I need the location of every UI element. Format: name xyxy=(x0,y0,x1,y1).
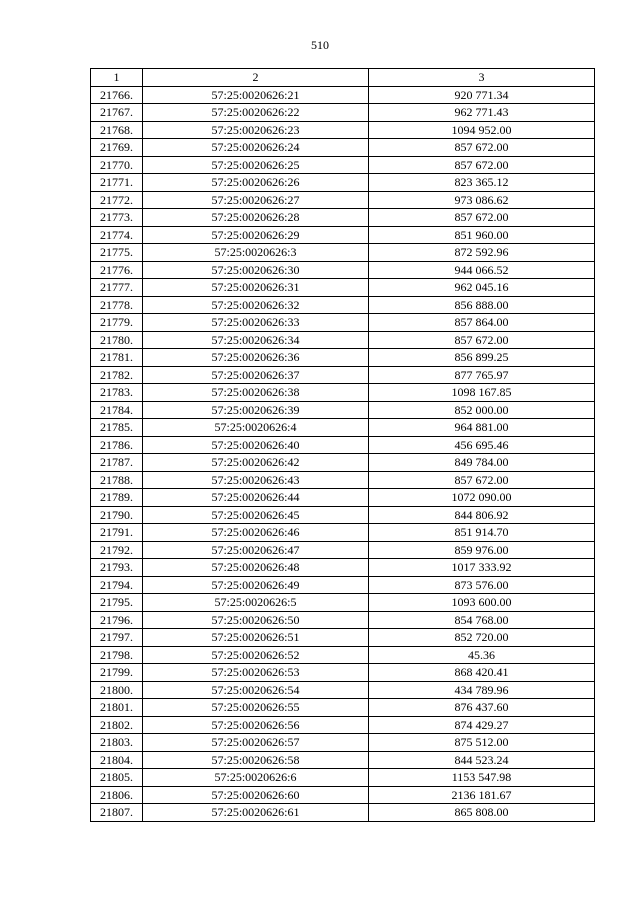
row-number-cell: 21778. xyxy=(91,296,143,314)
cadastral-number-cell: 57:25:0020626:60 xyxy=(143,786,369,804)
cadastral-value-cell: 973 086.62 xyxy=(369,191,595,209)
table-row xyxy=(91,86,595,104)
table-row xyxy=(91,261,595,279)
table-row xyxy=(91,734,595,752)
row-number-cell: 21802. xyxy=(91,716,143,734)
row-number-cell: 21773. xyxy=(91,209,143,227)
cadastral-number-cell: 57:25:0020626:28 xyxy=(143,209,369,227)
cadastral-value-cell: 849 784.00 xyxy=(369,454,595,472)
table-row xyxy=(91,419,595,437)
row-number-cell: 21770. xyxy=(91,156,143,174)
cadastral-value-cell: 823 365.12 xyxy=(369,174,595,192)
cadastral-value-cell: 1072 090.00 xyxy=(369,489,595,507)
cadastral-value-cell: 852 720.00 xyxy=(369,629,595,647)
page-number: 510 xyxy=(311,38,329,52)
cadastral-number-cell: 57:25:0020626:54 xyxy=(143,681,369,699)
cadastral-value-cell: 873 576.00 xyxy=(369,576,595,594)
cadastral-number-cell: 57:25:0020626:6 xyxy=(143,769,369,787)
row-number-cell: 21797. xyxy=(91,629,143,647)
cadastral-number-cell: 57:25:0020626:39 xyxy=(143,401,369,419)
cadastral-value-cell: 872 592.96 xyxy=(369,244,595,262)
cadastral-number-cell: 57:25:0020626:56 xyxy=(143,716,369,734)
cadastral-number-cell: 57:25:0020626:36 xyxy=(143,349,369,367)
cadastral-value-cell: 962 045.16 xyxy=(369,279,595,297)
row-number-cell: 21779. xyxy=(91,314,143,332)
table-row xyxy=(91,524,595,542)
cadastral-number-cell: 57:25:0020626:34 xyxy=(143,331,369,349)
cadastral-number-cell: 57:25:0020626:3 xyxy=(143,244,369,262)
table-row xyxy=(91,769,595,787)
row-number-cell: 21792. xyxy=(91,541,143,559)
table-row xyxy=(91,121,595,139)
cadastral-value-cell: 857 672.00 xyxy=(369,139,595,157)
table-row xyxy=(91,279,595,297)
table-row xyxy=(91,436,595,454)
row-number-cell: 21794. xyxy=(91,576,143,594)
cadastral-value-cell: 45.36 xyxy=(369,646,595,664)
table-row xyxy=(91,489,595,507)
cadastral-number-cell: 57:25:0020626:4 xyxy=(143,419,369,437)
row-number-cell: 21805. xyxy=(91,769,143,787)
column-header-2: 2 xyxy=(143,69,369,87)
cadastral-number-cell: 57:25:0020626:45 xyxy=(143,506,369,524)
cadastral-value-cell: 857 672.00 xyxy=(369,156,595,174)
cadastral-value-cell: 875 512.00 xyxy=(369,734,595,752)
cadastral-number-cell: 57:25:0020626:47 xyxy=(143,541,369,559)
row-number-cell: 21807. xyxy=(91,804,143,822)
cadastral-value-cell: 1094 952.00 xyxy=(369,121,595,139)
table-row xyxy=(91,646,595,664)
row-number-cell: 21786. xyxy=(91,436,143,454)
cadastral-number-cell: 57:25:0020626:51 xyxy=(143,629,369,647)
cadastral-number-cell: 57:25:0020626:50 xyxy=(143,611,369,629)
table-body xyxy=(91,86,595,821)
cadastral-number-cell: 57:25:0020626:61 xyxy=(143,804,369,822)
cadastral-number-cell: 57:25:0020626:5 xyxy=(143,594,369,612)
cadastral-number-cell: 57:25:0020626:24 xyxy=(143,139,369,157)
row-number-cell: 21767. xyxy=(91,104,143,122)
cadastral-value-cell: 1098 167.85 xyxy=(369,384,595,402)
cadastral-value-cell: 844 806.92 xyxy=(369,506,595,524)
cadastral-number-cell: 57:25:0020626:31 xyxy=(143,279,369,297)
table-row xyxy=(91,471,595,489)
cadastral-value-cell: 857 864.00 xyxy=(369,314,595,332)
cadastral-number-cell: 57:25:0020626:48 xyxy=(143,559,369,577)
row-number-cell: 21803. xyxy=(91,734,143,752)
row-number-cell: 21785. xyxy=(91,419,143,437)
cadastral-number-cell: 57:25:0020626:22 xyxy=(143,104,369,122)
cadastral-value-cell: 851 960.00 xyxy=(369,226,595,244)
table-row xyxy=(91,139,595,157)
table-row xyxy=(91,664,595,682)
row-number-cell: 21775. xyxy=(91,244,143,262)
cadastral-number-cell: 57:25:0020626:37 xyxy=(143,366,369,384)
table-row xyxy=(91,541,595,559)
table-row xyxy=(91,349,595,367)
table-row xyxy=(91,594,595,612)
row-number-cell: 21804. xyxy=(91,751,143,769)
table-row xyxy=(91,506,595,524)
cadastral-value-cell: 1017 333.92 xyxy=(369,559,595,577)
header-row xyxy=(91,69,595,87)
row-number-cell: 21783. xyxy=(91,384,143,402)
cadastral-value-cell: 920 771.34 xyxy=(369,86,595,104)
table-row xyxy=(91,681,595,699)
cadastral-number-cell: 57:25:0020626:25 xyxy=(143,156,369,174)
row-number-cell: 21772. xyxy=(91,191,143,209)
cadastral-value-cell: 857 672.00 xyxy=(369,331,595,349)
cadastral-value-cell: 852 000.00 xyxy=(369,401,595,419)
cadastral-value-cell: 944 066.52 xyxy=(369,261,595,279)
row-number-cell: 21806. xyxy=(91,786,143,804)
cadastral-number-cell: 57:25:0020626:46 xyxy=(143,524,369,542)
table-row xyxy=(91,786,595,804)
cadastral-value-cell: 856 888.00 xyxy=(369,296,595,314)
row-number-cell: 21791. xyxy=(91,524,143,542)
cadastral-number-cell: 57:25:0020626:33 xyxy=(143,314,369,332)
row-number-cell: 21777. xyxy=(91,279,143,297)
cadastral-value-cell: 1093 600.00 xyxy=(369,594,595,612)
cadastral-value-cell: 857 672.00 xyxy=(369,209,595,227)
row-number-cell: 21799. xyxy=(91,664,143,682)
table-row xyxy=(91,751,595,769)
cadastral-number-cell: 57:25:0020626:58 xyxy=(143,751,369,769)
row-number-cell: 21793. xyxy=(91,559,143,577)
row-number-cell: 21787. xyxy=(91,454,143,472)
row-number-cell: 21789. xyxy=(91,489,143,507)
cadastral-value-cell: 856 899.25 xyxy=(369,349,595,367)
cadastral-value-cell: 962 771.43 xyxy=(369,104,595,122)
row-number-cell: 21769. xyxy=(91,139,143,157)
table-row xyxy=(91,611,595,629)
cadastral-value-cell: 874 429.27 xyxy=(369,716,595,734)
cadastral-value-cell: 876 437.60 xyxy=(369,699,595,717)
row-number-cell: 21766. xyxy=(91,86,143,104)
cadastral-value-cell: 859 976.00 xyxy=(369,541,595,559)
row-number-cell: 21782. xyxy=(91,366,143,384)
cadastral-value-cell: 857 672.00 xyxy=(369,471,595,489)
row-number-cell: 21774. xyxy=(91,226,143,244)
cadastral-number-cell: 57:25:0020626:26 xyxy=(143,174,369,192)
row-number-cell: 21790. xyxy=(91,506,143,524)
cadastral-value-cell: 434 789.96 xyxy=(369,681,595,699)
row-number-cell: 21800. xyxy=(91,681,143,699)
cadastral-value-table xyxy=(90,68,595,822)
table-row xyxy=(91,559,595,577)
table-row xyxy=(91,699,595,717)
table-row xyxy=(91,174,595,192)
cadastral-number-cell: 57:25:0020626:40 xyxy=(143,436,369,454)
cadastral-number-cell: 57:25:0020626:49 xyxy=(143,576,369,594)
cadastral-value-cell: 868 420.41 xyxy=(369,664,595,682)
table-row xyxy=(91,331,595,349)
cadastral-value-cell: 964 881.00 xyxy=(369,419,595,437)
cadastral-number-cell: 57:25:0020626:23 xyxy=(143,121,369,139)
cadastral-value-cell: 1153 547.98 xyxy=(369,769,595,787)
cadastral-value-cell: 456 695.46 xyxy=(369,436,595,454)
row-number-cell: 21771. xyxy=(91,174,143,192)
cadastral-value-cell: 2136 181.67 xyxy=(369,786,595,804)
table-row xyxy=(91,104,595,122)
row-number-cell: 21781. xyxy=(91,349,143,367)
row-number-cell: 21768. xyxy=(91,121,143,139)
table-row xyxy=(91,191,595,209)
row-number-cell: 21796. xyxy=(91,611,143,629)
cadastral-value-cell: 854 768.00 xyxy=(369,611,595,629)
cadastral-number-cell: 57:25:0020626:38 xyxy=(143,384,369,402)
table-row xyxy=(91,156,595,174)
cadastral-value-cell: 851 914.70 xyxy=(369,524,595,542)
table-row xyxy=(91,576,595,594)
row-number-cell: 21798. xyxy=(91,646,143,664)
cadastral-number-cell: 57:25:0020626:27 xyxy=(143,191,369,209)
table-row xyxy=(91,226,595,244)
table-row xyxy=(91,296,595,314)
table-row xyxy=(91,366,595,384)
cadastral-number-cell: 57:25:0020626:42 xyxy=(143,454,369,472)
table-row xyxy=(91,629,595,647)
cadastral-number-cell: 57:25:0020626:44 xyxy=(143,489,369,507)
cadastral-value-cell: 865 808.00 xyxy=(369,804,595,822)
row-number-cell: 21780. xyxy=(91,331,143,349)
table-row xyxy=(91,454,595,472)
cadastral-value-cell: 877 765.97 xyxy=(369,366,595,384)
cadastral-number-cell: 57:25:0020626:43 xyxy=(143,471,369,489)
table-row xyxy=(91,244,595,262)
row-number-cell: 21801. xyxy=(91,699,143,717)
cadastral-number-cell: 57:25:0020626:29 xyxy=(143,226,369,244)
cadastral-number-cell: 57:25:0020626:21 xyxy=(143,86,369,104)
table-row xyxy=(91,716,595,734)
cadastral-number-cell: 57:25:0020626:30 xyxy=(143,261,369,279)
column-header-1: 1 xyxy=(91,69,143,87)
cadastral-number-cell: 57:25:0020626:32 xyxy=(143,296,369,314)
table-row xyxy=(91,209,595,227)
table-row xyxy=(91,804,595,822)
cadastral-number-cell: 57:25:0020626:53 xyxy=(143,664,369,682)
cadastral-number-cell: 57:25:0020626:52 xyxy=(143,646,369,664)
cadastral-value-cell: 844 523.24 xyxy=(369,751,595,769)
row-number-cell: 21795. xyxy=(91,594,143,612)
table-row xyxy=(91,384,595,402)
table-row xyxy=(91,314,595,332)
cadastral-number-cell: 57:25:0020626:55 xyxy=(143,699,369,717)
row-number-cell: 21788. xyxy=(91,471,143,489)
column-header-3: 3 xyxy=(369,69,595,87)
table-row xyxy=(91,401,595,419)
cadastral-number-cell: 57:25:0020626:57 xyxy=(143,734,369,752)
row-number-cell: 21776. xyxy=(91,261,143,279)
row-number-cell: 21784. xyxy=(91,401,143,419)
